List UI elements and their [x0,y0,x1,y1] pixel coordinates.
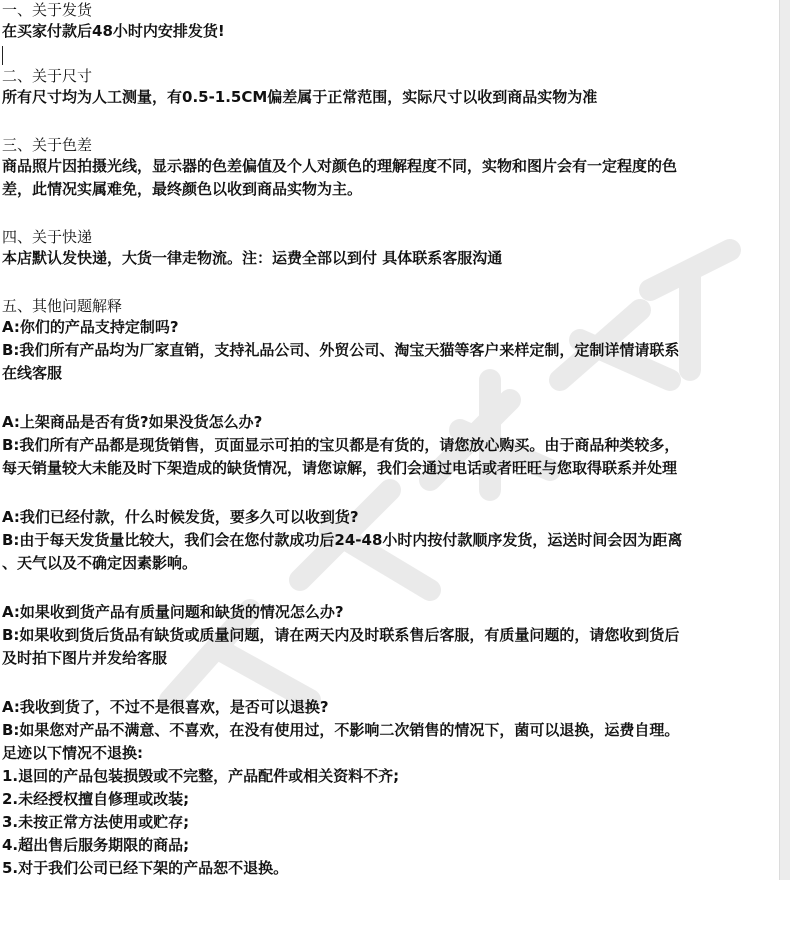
faq-item [2,316,774,385]
faq-question: A:上架商品是否有货?如果没货怎么办? [2,413,263,431]
faq-question: A:如果收到货产品有质量问题和缺货的情况怎么办? [2,603,344,621]
faq-question: A:你们的产品支持定制吗? [2,318,179,336]
faq-answer: B:由于每天发货量比较大，我们会在您付款成功后24-48小时内按付款顺序发货，运送时间会因为距离 [2,531,683,549]
section-title: 二、关于尺寸 [2,67,93,85]
faq-question: A:我收到货了，不过不是很喜欢，是否可以退换? [2,698,329,716]
faq-list-item: 1.退回的产品包装损毁或不完整，产品配件或相关资料不齐; [2,767,400,785]
section-title: 一、关于发货 [2,1,93,19]
faq-answer: 每天销量较大未能及时下架造成的缺货情况，请您谅解，我们会通过电话或者旺旺与您取得联系并处理 [2,459,678,477]
faq-answer: 足迹以下情况不退换: [2,744,143,762]
faq-answer: B:我们所有产品均为厂家直销，支持礼品公司、外贸公司、淘宝天猫等客户来样定制，定制详情请联系 [2,341,680,359]
faq-answer: 在线客服 [2,364,63,382]
faq-answer: B:如果收到货后货品有缺货或质量问题，请在两天内及时联系售后客服，有质量问题的，请您收到货后 [2,626,680,644]
faq-list-item: 4.超出售后服务期限的商品; [2,836,190,854]
section-text: 差，此情况实属难免，最终颜色以收到商品实物为主。 [2,180,363,198]
section-title: 四、关于快递 [2,228,93,246]
section-text: 商品照片因拍摄光线，显示器的色差偏值及个人对颜色的理解程度不同，实物和图片会有一定程度的色 [2,157,678,175]
vertical-scrollbar[interactable] [779,0,790,880]
section-title: 五、其他问题解释 [2,297,123,315]
faq-answer: B:我们所有产品都是现货销售，页面显示可拍的宝贝都是有货的，请您放心购买。由于商品种类较多， [2,436,680,454]
faq-question: A:我们已经付款，什么时候发货，要多久可以收到货? [2,508,359,526]
faq-item [2,601,774,670]
faq-item [2,506,774,575]
faq-list-item: 5.对于我们公司已经下架的产品恕不退换。 [2,859,289,877]
text-caret [2,46,3,65]
section-text: 本店默认发快递，大货一律走物流。注：运费全部以到付 具体联系客服沟通 [2,249,503,267]
faq-list-item: 3.未按正常方法使用或贮存; [2,813,190,831]
faq-answer: 、天气以及不确定因素影响。 [2,554,198,572]
section-size [2,66,774,109]
text-caret-row [2,46,774,66]
faq-item [2,411,774,480]
section-faq [2,296,774,880]
section-color [2,135,774,201]
faq-list-item: 2.未经授权擅自修理或改装; [2,790,190,808]
section-text: 所有尺寸均为人工测量，有0.5-1.5CM偏差属于正常范围，实际尺寸以收到商品实物为准 [2,88,598,106]
section-shipping [2,0,774,43]
section-title: 三、关于色差 [2,136,93,154]
faq-answer: B:如果您对产品不满意、不喜欢，在没有使用过，不影响二次销售的情况下，菌可以退换，运费自理。 [2,721,680,739]
faq-answer: 及时拍下图片并发给客服 [2,649,168,667]
document-body [2,0,774,880]
faq-item [2,696,774,880]
section-text: 在买家付款后48小时内安排发货! [2,22,225,40]
section-express [2,227,774,270]
